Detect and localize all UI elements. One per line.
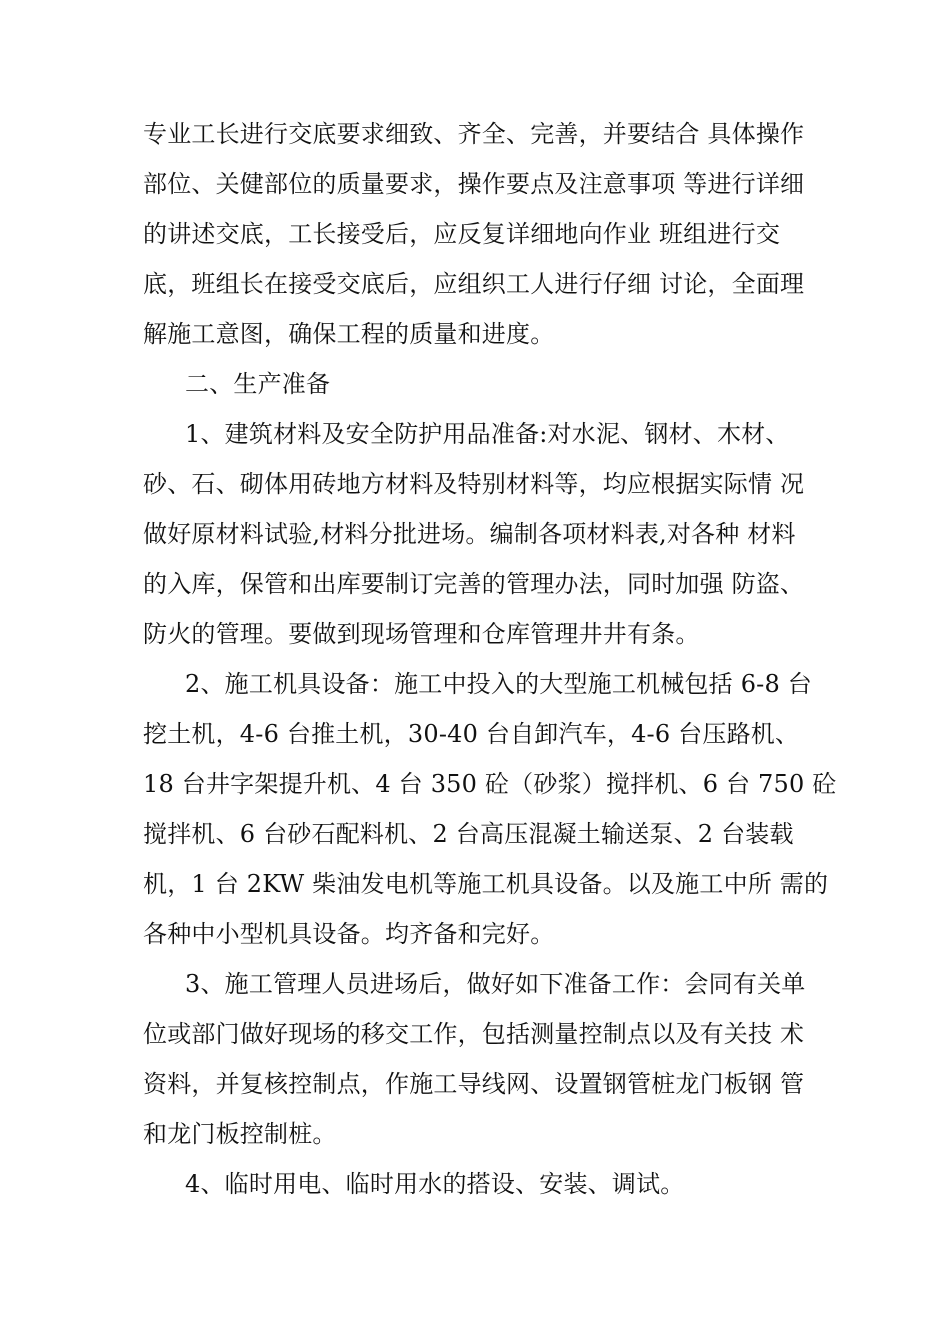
text-line: 资料，并复核控制点，作施工导线网、设置钢管桩龙门板钢 管 [143,1070,805,1098]
paragraph-item-2 [143,659,837,959]
text-line: 18 台井字架提升机、4 台 350 砼（砂浆）搅拌机、6 台 750 砼 [143,770,837,798]
text-line: 的入库，保管和出库要制订完善的管理办法，同时加强 防盗、 [143,570,805,598]
paragraph-item-3 [143,959,823,1159]
text-line: 做好原材料试验,材料分批进场。编制各项材料表,对各种 材料 [143,520,796,548]
paragraph-intro [143,109,823,359]
text-line: 各种中小型机具设备。均齐备和完好。 [143,920,555,948]
text-line: 的讲述交底，工长接受后，应反复详细地向作业 班组进行交 [143,220,781,248]
text-line: 4、临时用电、临时用水的搭设、安装、调试。 [185,1170,685,1198]
text-line: 3、施工管理人员进场后，做好如下准备工作：会同有关单 [185,970,806,998]
text-line: 搅拌机、6 台砂石配料机、2 台高压混凝土输送泵、2 台装载 [143,820,794,848]
text-line: 解施工意图，确保工程的质量和进度。 [143,320,555,348]
text-line: 位或部门做好现场的移交工作，包括测量控制点以及有关技 术 [143,1020,805,1048]
text-line: 2、施工机具设备：施工中投入的大型施工机械包括 6-8 台 [185,670,812,698]
text-line: 挖土机，4-6 台推土机，30-40 台自卸汽车，4-6 台压路机、 [143,720,800,748]
text-line: 砂、石、砌体用砖地方材料及特别材料等，均应根据实际情 况 [143,470,805,498]
text-line: 底，班组长在接受交底后，应组织工人进行仔细 讨论，全面理 [143,270,805,298]
text-line: 机，1 台 2KW 柴油发电机等施工机具设备。以及施工中所 需的 [143,870,829,898]
paragraph-item-4 [143,1159,823,1209]
document-body [143,109,837,1209]
text-line: 部位、关健部位的质量要求，操作要点及注意事项 等进行详细 [143,170,805,198]
text-line: 1、建筑材料及安全防护用品准备:对水泥、钢材、木材、 [185,420,790,448]
text-line: 防火的管理。要做到现场管理和仓库管理井井有条。 [143,620,700,648]
text-line: 和龙门板控制桩。 [143,1120,337,1148]
section-heading [143,359,823,409]
paragraph-item-1 [143,409,823,659]
heading-text: 二、生产准备 [185,370,331,398]
text-line: 专业工长进行交底要求细致、齐全、完善，并要结合 具体操作 [143,120,805,148]
